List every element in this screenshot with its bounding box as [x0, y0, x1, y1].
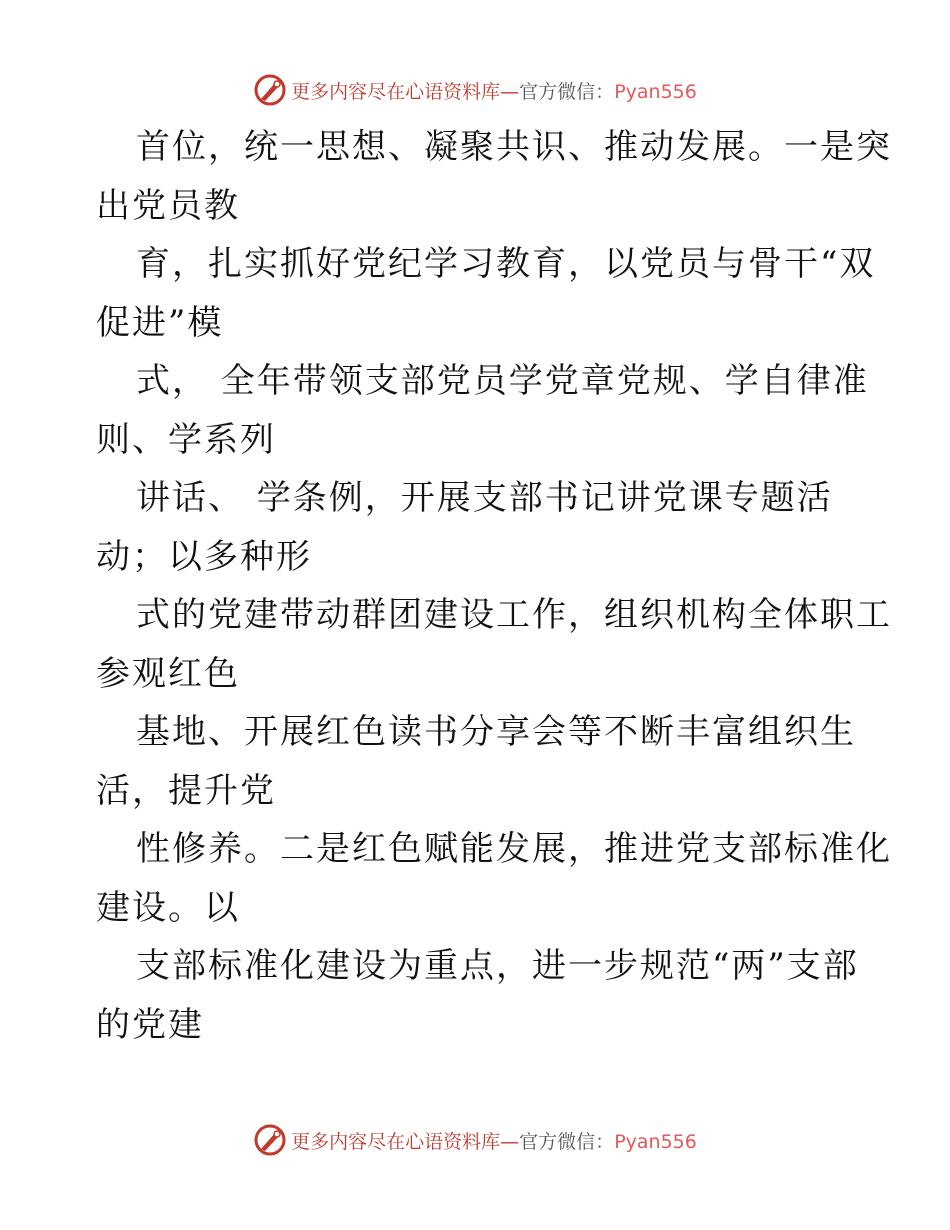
text-line: 式， 全年带领支部党员学党章党规、学自律准 — [136, 361, 869, 401]
text-line: 动；以多种形 — [96, 536, 312, 577]
footer-text — [291, 1127, 697, 1154]
text-line: 建设。以 — [96, 887, 240, 928]
text-line: 支部标准化建设为重点，进一步规范“两”支部 — [136, 946, 859, 986]
footer-dash: — — [500, 1130, 520, 1153]
text-line: 活，提升党 — [96, 770, 276, 811]
text-line: 育，扎实抓好党纪学习教育，以党员与骨干“双 — [136, 244, 876, 284]
text-line: 促进”模 — [96, 302, 224, 343]
pen-logo-icon — [253, 73, 287, 107]
text-line: 出党员教 — [96, 185, 240, 226]
header-banner — [0, 70, 950, 110]
header-site-text: 更多内容尽在心语资料库 — [291, 80, 501, 103]
footer-banner — [0, 1120, 950, 1160]
header-wechat-label: 官方微信： — [519, 80, 615, 103]
header-text — [291, 77, 697, 104]
pen-logo-icon — [253, 1123, 287, 1157]
document-body — [96, 118, 896, 1054]
text-line: 基地、开展红色读书分享会等不断丰富组织生 — [136, 712, 856, 752]
text-line: 首位，统一思想、凝聚共识、推动发展。一是突 — [136, 127, 892, 167]
text-line: 讲话、 学条例，开展支部书记讲党课专题活 — [136, 478, 833, 518]
text-line: 参观红色 — [96, 653, 240, 694]
footer-site-text: 更多内容尽在心语资料库 — [291, 1130, 501, 1153]
header-dash: — — [500, 80, 520, 103]
text-line: 性修养。二是红色赋能发展，推进党支部标准化 — [136, 829, 892, 869]
footer-account: Pyan556 — [614, 1130, 697, 1153]
footer-wechat-label: 官方微信： — [519, 1130, 615, 1153]
header-account: Pyan556 — [614, 80, 697, 103]
text-line: 则、学系列 — [96, 419, 276, 460]
text-line: 的党建 — [96, 1004, 204, 1045]
text-line: 式的党建带动群团建设工作，组织机构全体职工 — [136, 595, 892, 635]
